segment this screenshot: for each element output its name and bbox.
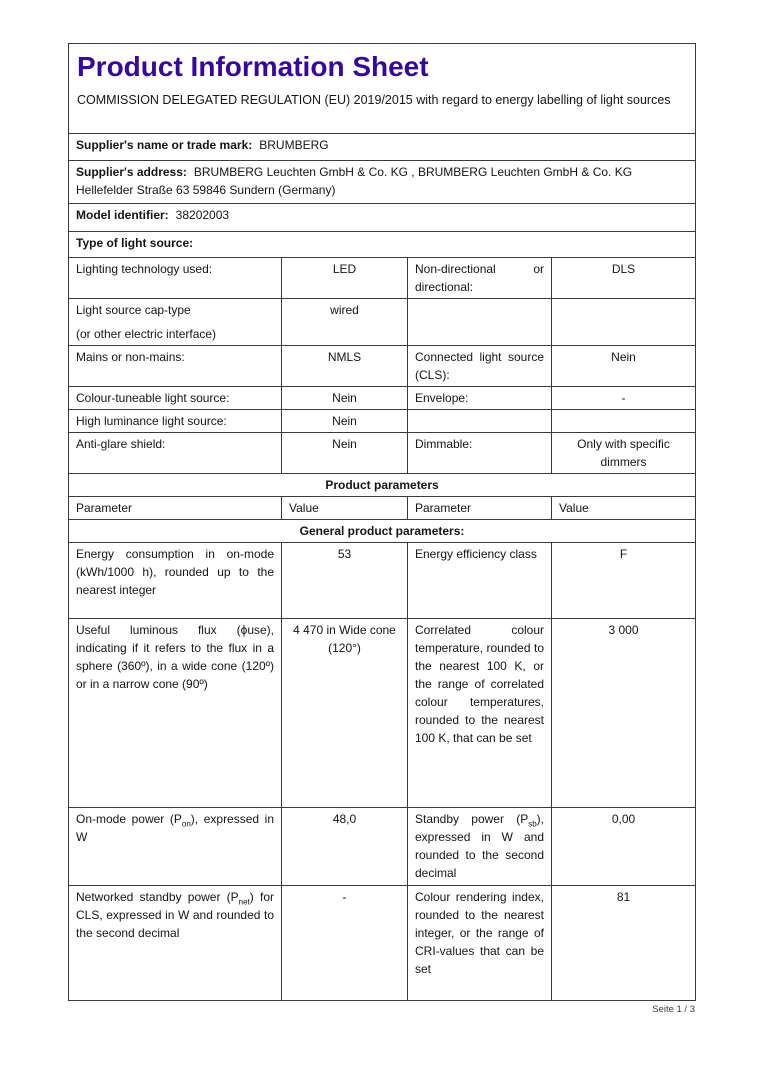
param-value: NMLS	[282, 346, 408, 387]
param-value: Nein	[552, 346, 696, 387]
param-value: F	[552, 543, 696, 619]
param-value	[552, 410, 696, 433]
param-value: 81	[552, 886, 696, 1001]
supplier-address-value: BRUMBERG Leuchten GmbH & Co. KG , BRUMBERG Leuchten GmbH & Co. KG Hellefelder Straße 63 59846 Sundern (Germany)	[76, 165, 633, 197]
supplier-name-value: BRUMBERG	[259, 138, 329, 152]
label-subscript: net	[238, 897, 250, 907]
param-value: 4 470 in Wide cone (120°)	[282, 619, 408, 808]
table-row	[69, 299, 696, 346]
param-label: Colour-tuneable light source:	[69, 387, 282, 410]
type-of-light-source-row	[69, 232, 696, 258]
type-of-light-source-label: Type of light source:	[76, 236, 194, 250]
param-label	[69, 299, 282, 346]
param-label: Dimmable:	[408, 433, 552, 474]
param-label: Colour rendering index, rounded to the nearest integer, or the range of CRI-values that can be set	[408, 886, 552, 1001]
table-row	[69, 808, 696, 886]
param-label: Connected light source (CLS):	[408, 346, 552, 387]
param-value: DLS	[552, 258, 696, 299]
column-header: Parameter	[69, 497, 282, 520]
model-identifier-row	[69, 204, 696, 232]
param-value: 0,00	[552, 808, 696, 886]
param-value: 53	[282, 543, 408, 619]
param-label: Anti-glare shield:	[69, 433, 282, 474]
param-label: Mains or non-mains:	[69, 346, 282, 387]
param-label	[69, 808, 282, 886]
param-value: -	[282, 886, 408, 1001]
column-header: Value	[552, 497, 696, 520]
regulation-text: COMMISSION DELEGATED REGULATION (EU) 2019/2015 with regard to energy labelling of light sources	[77, 93, 671, 108]
param-value: Nein	[282, 387, 408, 410]
table-row	[69, 387, 696, 410]
label-text: Standby power (P	[415, 812, 529, 826]
label-subscript: on	[181, 819, 191, 829]
table-row	[69, 410, 696, 433]
param-value: -	[552, 387, 696, 410]
param-label	[408, 299, 552, 346]
supplier-name-label: Supplier's name or trade mark:	[76, 138, 253, 152]
param-label: Useful luminous flux (ϕuse), indicating if it refers to the flux in a sphere (360º), in a wide cone (120º) or in a narrow cone (90º)	[69, 619, 282, 808]
param-label	[408, 410, 552, 433]
header-cell	[69, 44, 696, 134]
cap-type-line2: (or other electric interface)	[76, 327, 217, 341]
table-row	[69, 543, 696, 619]
supplier-address-row	[69, 161, 696, 204]
model-identifier-value: 38202003	[175, 208, 230, 222]
label-subscript: sb	[528, 819, 537, 829]
table-row	[69, 346, 696, 387]
param-label	[408, 808, 552, 886]
column-header: Value	[282, 497, 408, 520]
param-label: Envelope:	[408, 387, 552, 410]
table-row	[69, 258, 696, 299]
label-text: ), expressed in W	[76, 812, 275, 844]
column-header-row	[69, 497, 696, 520]
product-info-table	[68, 43, 696, 1001]
section-header-general-product-parameters: General product parameters:	[69, 520, 696, 543]
table-row	[69, 619, 696, 808]
supplier-name-row	[69, 134, 696, 161]
param-label	[69, 886, 282, 1001]
param-label: Lighting technology used:	[69, 258, 282, 299]
label-text: Networked standby power (P	[76, 890, 239, 904]
param-label: Energy consumption in on-mode (kWh/1000 h), rounded up to the nearest integer	[69, 543, 282, 619]
param-value: Nein	[282, 410, 408, 433]
param-label: Energy efficiency class	[408, 543, 552, 619]
model-identifier-label: Model identifier:	[76, 208, 169, 222]
param-value: Only with specific dimmers	[552, 433, 696, 474]
table-row	[69, 433, 696, 474]
page-title: Product Information Sheet	[77, 51, 429, 82]
column-header: Parameter	[408, 497, 552, 520]
param-value	[552, 299, 696, 346]
param-value: 48,0	[282, 808, 408, 886]
param-value: Nein	[282, 433, 408, 474]
param-label: Non-directional or directional:	[408, 258, 552, 299]
label-text: ), expressed in W and rounded to the second decimal	[415, 812, 544, 880]
cap-type-line1: Light source cap-type	[76, 303, 191, 317]
label-text: On-mode power (P	[76, 812, 182, 826]
label-text: ) for CLS, expressed in W and rounded to the second decimal	[76, 890, 274, 940]
supplier-address-label: Supplier's address:	[76, 165, 187, 179]
param-value: LED	[282, 258, 408, 299]
param-value: 3 000	[552, 619, 696, 808]
page-number: Seite 1 / 3	[652, 1004, 695, 1015]
param-label: Correlated colour temperature, rounded to the nearest 100 K, or the range of correlated colour temperatures, rounded to the nearest 100 K, that can be set	[408, 619, 552, 808]
section-header-product-parameters: Product parameters	[69, 474, 696, 497]
param-label: High luminance light source:	[69, 410, 282, 433]
table-row	[69, 886, 696, 1001]
param-value: wired	[282, 299, 408, 346]
